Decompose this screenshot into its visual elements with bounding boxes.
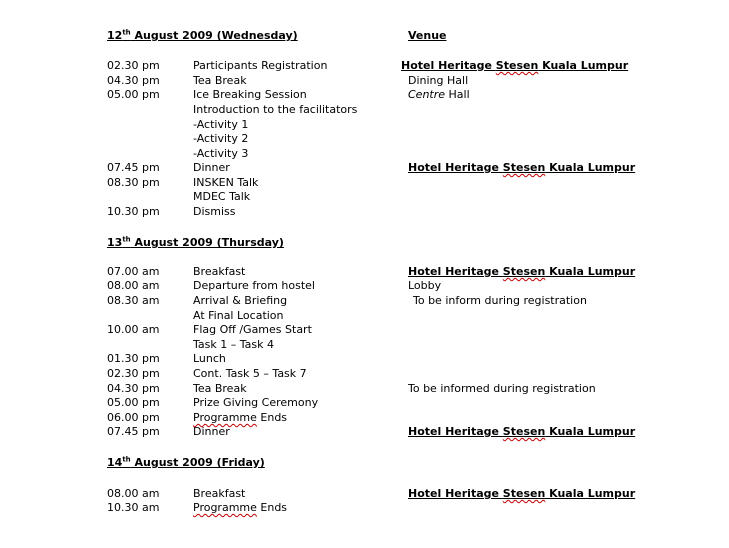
time-cell: 10.30 pm xyxy=(107,205,160,218)
activity-cell: Tea Break xyxy=(193,74,247,87)
activity-cell: Departure from hostel xyxy=(193,279,315,292)
activity-cell: MDEC Talk xyxy=(193,190,251,203)
time-cell: 08.00 am xyxy=(107,487,160,500)
activity-cell: Breakfast xyxy=(193,487,246,500)
time-cell: 04.30 pm xyxy=(107,74,160,87)
activity-cell: Dinner xyxy=(193,161,230,174)
activity-cell: Introduction to the facilitators xyxy=(193,103,358,116)
time-cell: 07.00 am xyxy=(107,265,160,278)
activity-cell: -Activity 2 xyxy=(193,132,249,145)
day2-heading: 13th August 2009 (Thursday) xyxy=(107,235,284,249)
activity-cell: -Activity 3 xyxy=(193,147,249,160)
time-cell: 07.45 pm xyxy=(107,161,160,174)
time-cell: 05.00 pm xyxy=(107,396,160,409)
activity-cell: Participants Registration xyxy=(193,59,328,72)
activity-cell: Flag Off /Games Start xyxy=(193,323,312,336)
time-cell: 08.00 am xyxy=(107,279,160,292)
activity-cell: At Final Location xyxy=(193,309,284,322)
activity-cell: -Activity 1 xyxy=(193,118,249,131)
activity-cell: Ice Breaking Session xyxy=(193,88,307,101)
time-cell: 07.45 pm xyxy=(107,425,160,438)
time-cell: 02.30 pm xyxy=(107,367,160,380)
venue-hotel: Hotel Heritage Stesen Kuala Lumpur xyxy=(408,487,636,500)
venue-hotel: Hotel Heritage Stesen Kuala Lumpur xyxy=(408,425,636,438)
activity-cell: Arrival & Briefing xyxy=(193,294,288,307)
venue-cell: Dining Hall xyxy=(408,74,469,87)
time-cell: 05.00 pm xyxy=(107,88,160,101)
time-cell: 08.30 am xyxy=(107,294,160,307)
activity-cell: Task 1 – Task 4 xyxy=(193,338,274,351)
venue-hotel: Hotel Heritage Stesen Kuala Lumpur xyxy=(408,265,636,278)
activity-cell: Programme Ends xyxy=(193,501,288,514)
venue-cell: Lobby xyxy=(408,279,442,292)
time-cell: 10.00 am xyxy=(107,323,160,336)
venue-hotel: Hotel Heritage Stesen Kuala Lumpur xyxy=(408,161,636,174)
day1-heading: 12th August 2009 (Wednesday) xyxy=(107,28,298,42)
activity-cell: Tea Break xyxy=(193,382,247,395)
venue-cell: To be inform during registration xyxy=(413,294,587,307)
activity-cell: Breakfast xyxy=(193,265,246,278)
venue-hotel: Hotel Heritage Stesen Kuala Lumpur xyxy=(401,59,629,72)
day3-heading: 14th August 2009 (Friday) xyxy=(107,455,265,469)
time-cell: 04.30 pm xyxy=(107,382,160,395)
venue-cell: To be informed during registration xyxy=(408,382,596,395)
activity-cell: Prize Giving Ceremony xyxy=(193,396,319,409)
activity-cell: Lunch xyxy=(193,352,226,365)
activity-cell: Programme Ends xyxy=(193,411,288,424)
activity-cell: INSKEN Talk xyxy=(193,176,259,189)
venue-column-header: Venue xyxy=(408,29,447,42)
activity-cell: Cont. Task 5 – Task 7 xyxy=(193,367,307,380)
time-cell: 08.30 pm xyxy=(107,176,160,189)
venue-cell: Centre Hall xyxy=(408,88,470,101)
time-cell: 02.30 pm xyxy=(107,59,160,72)
time-cell: 01.30 pm xyxy=(107,352,160,365)
time-cell: 10.30 am xyxy=(107,501,160,514)
time-cell: 06.00 pm xyxy=(107,411,160,424)
activity-cell: Dismiss xyxy=(193,205,236,218)
activity-cell: Dinner xyxy=(193,425,230,438)
